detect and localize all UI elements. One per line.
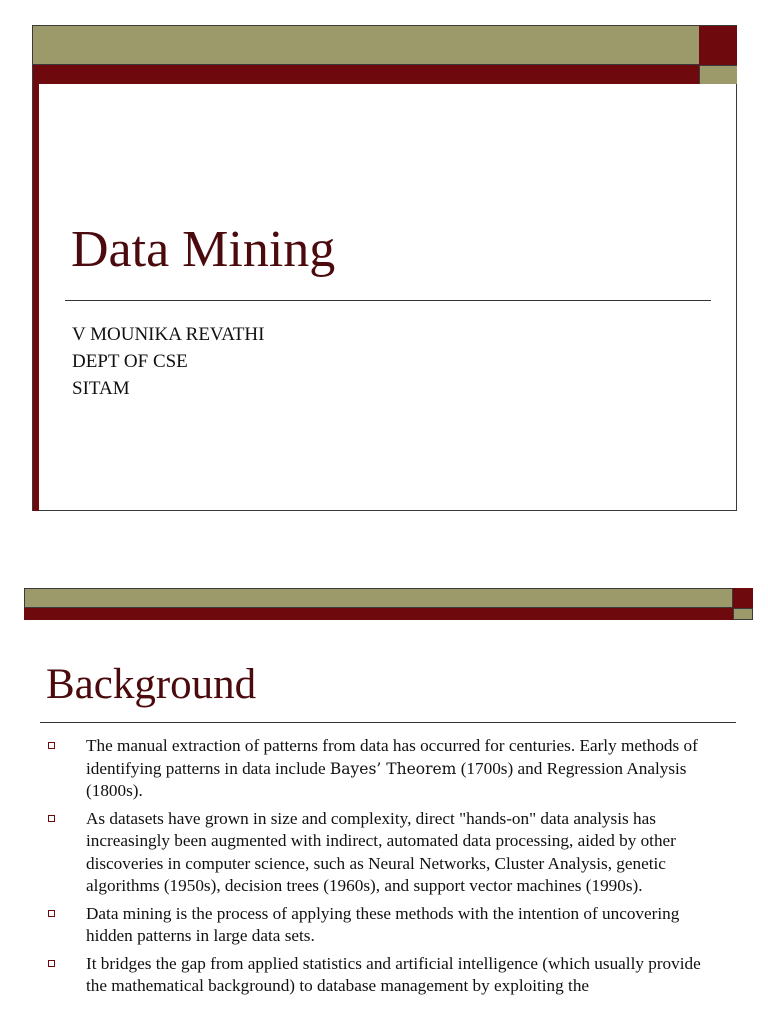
square-bullet-icon [48, 742, 55, 749]
header-bar-maroon [24, 608, 733, 620]
department: DEPT OF CSE [72, 351, 188, 372]
header-corner-olive [699, 65, 737, 84]
background-slide [0, 588, 768, 1024]
list-item [46, 903, 726, 948]
header-corner-olive [733, 608, 753, 620]
bayes-theorem-text: Bayes’ Theorem [329, 759, 457, 778]
list-item [46, 953, 726, 998]
header-bar-olive [33, 26, 699, 65]
bullet-text: The manual extraction of patterns from data has occurred for centuries. Early methods of identifying patterns in data include [86, 736, 698, 778]
header-corner-maroon [699, 26, 737, 65]
bullet-text: As datasets have grown in size and complexity, direct "hands-on" data analysis has increasingly been augmented with indirect, automated data processing, aided by other discoveries in computer science, such as Neural Networks, Cluster Analysis, genetic algorithms (1950s), decision trees (1960s), and support vector machines (1990s). [86, 808, 676, 895]
square-bullet-icon [48, 960, 55, 967]
bullet-text: It bridges the gap from applied statistics and artificial intelligence (which usually provide the mathematical background) to database management by exploiting the [86, 953, 701, 995]
title-slide [32, 25, 737, 511]
square-bullet-icon [48, 910, 55, 917]
bullet-text: (1700s) and Regression Analysis (1800s). [86, 758, 687, 800]
bullet-list [46, 735, 726, 1003]
title-divider [40, 722, 736, 723]
list-item [46, 735, 726, 803]
left-accent-bar [33, 84, 39, 511]
subtitle-block [72, 321, 264, 402]
list-item [46, 808, 726, 898]
header-bar-maroon [33, 65, 699, 84]
author-name: V MOUNIKA REVATHI [72, 324, 265, 345]
square-bullet-icon [48, 815, 55, 822]
header-bar-olive [24, 588, 733, 608]
bullet-text: Data mining is the process of applying these methods with the intention of uncovering hidden patterns in large data sets. [86, 903, 680, 945]
header-corner-maroon [733, 588, 753, 608]
slide-title: Data Mining [71, 221, 336, 278]
slide-title: Background [46, 661, 257, 708]
title-divider [65, 300, 711, 301]
institution: SITAM [72, 378, 130, 399]
